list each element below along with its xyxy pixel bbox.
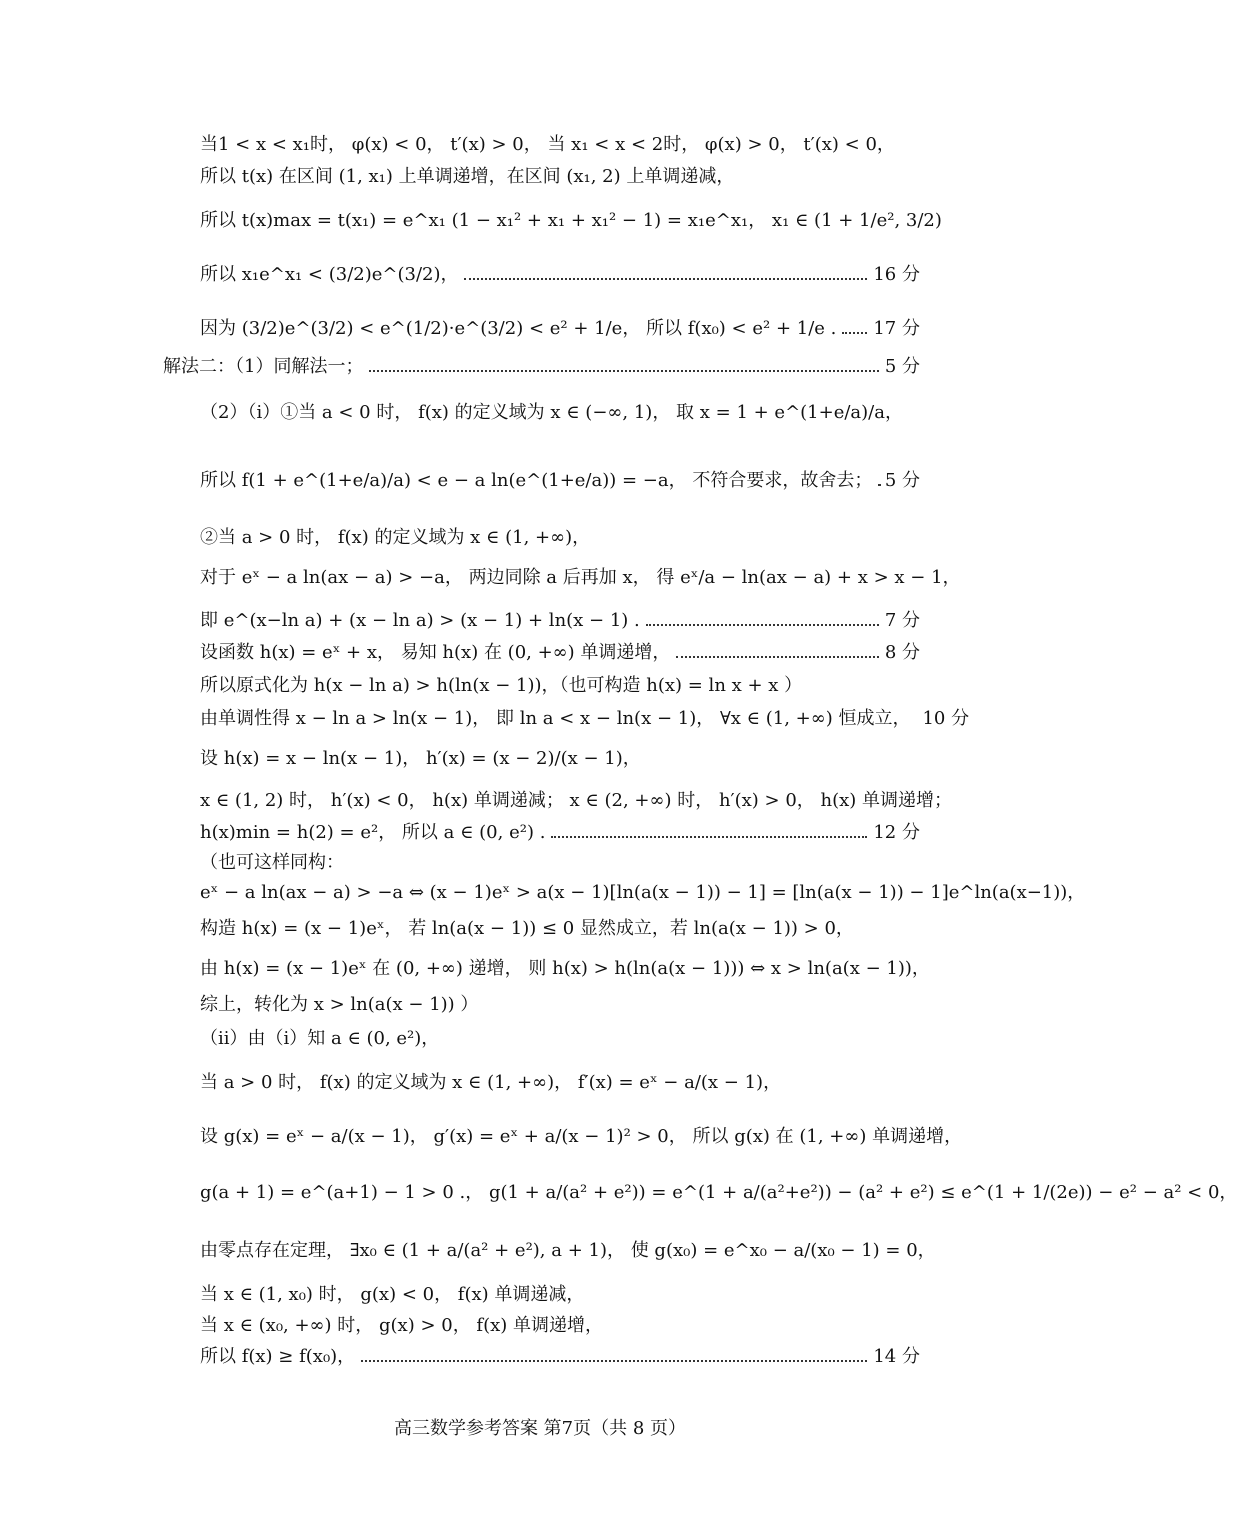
text-line (200, 402, 920, 424)
line-text: 所以原式化为 h(x − ln a) > h(ln(x − 1))，（也可构造 h(x) = ln x + x ） (200, 675, 803, 696)
score-label: 10 分 (922, 708, 970, 729)
line-text: 由 h(x) = (x − 1)eˣ 在 (0, +∞) 递增， 则 h(x) > h(ln(a(x − 1))) ⇔ x > ln(a(x − 1))， (200, 958, 930, 979)
line-text: 综上，转化为 x > ln(a(x − 1)) ） (200, 994, 479, 1015)
line-text: 所以 f(x) ≥ f(x₀)， (200, 1346, 356, 1367)
scored-line (200, 642, 920, 664)
page-footer: 高三数学参考答案 第7页（共 8 页） (393, 1418, 687, 1439)
line-text: 由零点存在定理， ∃x₀ ∈ (1 + a/(a² + e²), a + 1)， 使 g(x₀) = e^x₀ − a/(x₀ − 1) = 0， (200, 1240, 936, 1261)
line-text: 所以 x₁e^x₁ < (3/2)e^(3/2)， (200, 264, 459, 285)
line-text: h(x)min = h(2) = e²， 所以 a ∈ (0, e²) . (200, 822, 546, 843)
line-text: eˣ − a ln(ax − a) > −a ⇔ (x − 1)eˣ > a(x − 1)[ln(a(x − 1)) − 1] = [ln(a(x − 1)) − 1]e^ln(a(x−1))， (200, 882, 1086, 903)
text-line (200, 1182, 1237, 1204)
line-text: （也可这样同构： (200, 852, 344, 873)
dot-leader (676, 656, 878, 658)
scored-line (163, 356, 920, 378)
score-label: 12 分 (873, 822, 920, 843)
score-label: 16 分 (873, 264, 920, 285)
text-line (200, 1126, 963, 1148)
text-line (200, 994, 920, 1016)
text-line (200, 790, 953, 812)
scored-line (200, 708, 970, 730)
scored-line (200, 264, 920, 286)
text-line (200, 1028, 920, 1050)
score-label: 8 分 (884, 642, 920, 663)
text-line (200, 918, 920, 940)
score-label: 5 分 (884, 470, 920, 491)
line-text: 当 x ∈ (x₀, +∞) 时， g(x) > 0， f(x) 单调递增， (200, 1315, 604, 1336)
line-text: 当 a > 0 时， f(x) 的定义域为 x ∈ (1, +∞)， f′(x) = eˣ − a/(x − 1)， (200, 1072, 782, 1093)
text-line (200, 527, 920, 549)
text-line (200, 210, 942, 232)
line-text: 设 g(x) = eˣ − a/(x − 1)， g′(x) = eˣ + a/(x − 1)² > 0， 所以 g(x) 在 (1, +∞) 单调递增， (200, 1126, 963, 1147)
dot-leader (361, 1360, 867, 1362)
line-text: 解法二：（1）同解法一； (163, 356, 364, 377)
text-line (200, 567, 961, 589)
text-line (200, 1284, 920, 1306)
score-label: 5 分 (884, 356, 920, 377)
scored-line (200, 610, 920, 632)
text-line (200, 134, 920, 156)
line-text: x ∈ (1, 2) 时， h′(x) < 0， h(x) 单调递减； x ∈ (2, +∞) 时， h′(x) > 0， h(x) 单调递增； (200, 790, 953, 811)
line-text: 因为 (3/2)e^(3/2) < e^(1/2)·e^(3/2) < e² + 1/e， 所以 f(x₀) < e² + 1/e . (200, 318, 837, 339)
line-text: （ii）由（i）知 a ∈ (0, e²)， (200, 1028, 440, 1049)
line-text: 设函数 h(x) = eˣ + x， 易知 h(x) 在 (0, +∞) 单调递增， (200, 642, 671, 663)
line-text: 当 x ∈ (1, x₀) 时， g(x) < 0， f(x) 单调递减， (200, 1284, 585, 1305)
text-line (200, 675, 920, 697)
text-line (200, 166, 920, 188)
text-line (200, 1240, 936, 1262)
line-text: 当1 < x < x₁时， φ(x) < 0， t′(x) > 0， 当 x₁ < x < 2时， φ(x) > 0， t′(x) < 0， (200, 134, 895, 155)
scored-line (200, 318, 920, 340)
line-text: 构造 h(x) = (x − 1)eˣ， 若 ln(a(x − 1)) ≤ 0 显然成立，若 ln(a(x − 1)) > 0， (200, 918, 854, 939)
line-text: 所以 t(x)max = t(x₁) = e^x₁ (1 − x₁² + x₁ + x₁² − 1) = x₁e^x₁， x₁ ∈ (1 + 1/e², 3/2) (200, 210, 942, 231)
scored-line (200, 470, 920, 492)
dot-leader (842, 332, 867, 334)
text-line (200, 1315, 920, 1337)
score-label: 17 分 (873, 318, 920, 339)
line-text: 即 e^(x−ln a) + (x − ln a) > (x − 1) + ln(x − 1) . (200, 610, 640, 631)
text-line (200, 958, 930, 980)
score-label: 14 分 (873, 1346, 920, 1367)
scored-line (200, 822, 920, 844)
line-text: 由单调性得 x − ln a > ln(x − 1)， 即 ln a < x − ln(x − 1)， ∀x ∈ (1, +∞) 恒成立， (200, 708, 911, 729)
line-text: g(a + 1) = e^(a+1) − 1 > 0 .， g(1 + a/(a² + e²)) = e^(1 + a/(a²+e²)) − (a² + e²) ≤ e^(1 + 1/(2e)) − e² − a² < 0， (200, 1182, 1237, 1203)
line-text: 设 h(x) = x − ln(x − 1)， h′(x) = (x − 2)/(x − 1)， (200, 748, 641, 769)
line-text: ②当 a > 0 时， f(x) 的定义域为 x ∈ (1, +∞)， (200, 527, 591, 548)
text-line (200, 748, 920, 770)
scored-line (200, 1346, 920, 1368)
dot-leader (551, 836, 867, 838)
text-line (200, 852, 920, 874)
line-text: 所以 f(1 + e^(1+e/a)/a) < e − a ln(e^(1+e/a)) = −a， 不符合要求，故舍去； (200, 470, 873, 491)
line-text: 对于 eˣ − a ln(ax − a) > −a， 两边同除 a 后再加 x， 得 eˣ/a − ln(ax − a) + x > x − 1， (200, 567, 961, 588)
line-text: （2）（i）①当 a < 0 时， f(x) 的定义域为 x ∈ (−∞, 1)， 取 x = 1 + e^(1+e/a)/a， (200, 402, 903, 423)
dot-leader (646, 624, 879, 626)
line-text: 所以 t(x) 在区间 (1, x₁) 上单调递增，在区间 (x₁, 2) 上单调递减， (200, 166, 735, 187)
text-line (200, 1072, 920, 1094)
dot-leader (369, 370, 878, 372)
score-label: 7 分 (884, 610, 920, 631)
dot-leader (464, 278, 867, 280)
text-line (200, 882, 1086, 904)
